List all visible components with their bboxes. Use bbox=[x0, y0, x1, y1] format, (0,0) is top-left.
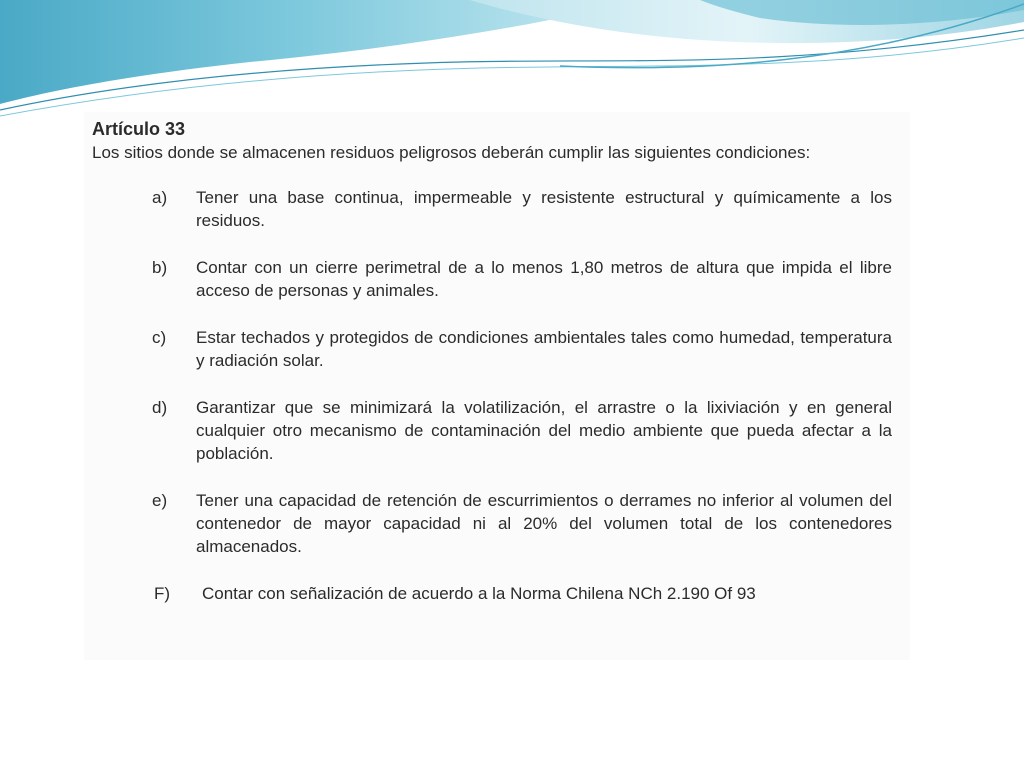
list-item bbox=[92, 326, 892, 372]
list-item bbox=[92, 489, 892, 558]
article-title: Artículo 33 bbox=[92, 119, 186, 139]
item-text: Tener una capacidad de retención de escurrimientos o derrames no inferior al volumen del contenedor de mayor capacidad ni al 20% del volumen total de los contenedores almacenados. bbox=[196, 491, 892, 556]
article-document bbox=[84, 112, 910, 660]
conditions-list bbox=[92, 186, 892, 605]
list-item bbox=[92, 396, 892, 465]
item-text: Garantizar que se minimizará la volatilización, el arrastre o la lixiviación y en general cualquier otro mecanismo de contaminación del medio ambiente que pueda afectar a la población. bbox=[196, 398, 892, 463]
item-marker: e) bbox=[152, 491, 168, 510]
item-marker: a) bbox=[152, 188, 168, 207]
item-marker: b) bbox=[152, 258, 168, 277]
list-item bbox=[92, 256, 892, 302]
item-text: Tener una base continua, impermeable y resistente estructural y químicamente a los residuos. bbox=[196, 188, 892, 230]
item-text: Contar con señalización de acuerdo a la Norma Chilena NCh 2.190 Of 93 bbox=[202, 584, 756, 603]
item-marker: c) bbox=[152, 328, 167, 347]
item-text: Contar con un cierre perimetral de a lo menos 1,80 metros de altura que impida el libre acceso de personas y animales. bbox=[196, 258, 892, 300]
decorative-wave-header bbox=[0, 0, 1024, 130]
list-item bbox=[92, 582, 892, 605]
list-item bbox=[92, 186, 892, 232]
item-marker: F) bbox=[154, 584, 171, 603]
item-marker: d) bbox=[152, 398, 168, 417]
item-text: Estar techados y protegidos de condiciones ambientales tales como humedad, temperatura y radiación solar. bbox=[196, 328, 892, 370]
article-intro: Los sitios donde se almacenen residuos peligrosos deberán cumplir las siguientes condiciones: bbox=[92, 143, 811, 162]
